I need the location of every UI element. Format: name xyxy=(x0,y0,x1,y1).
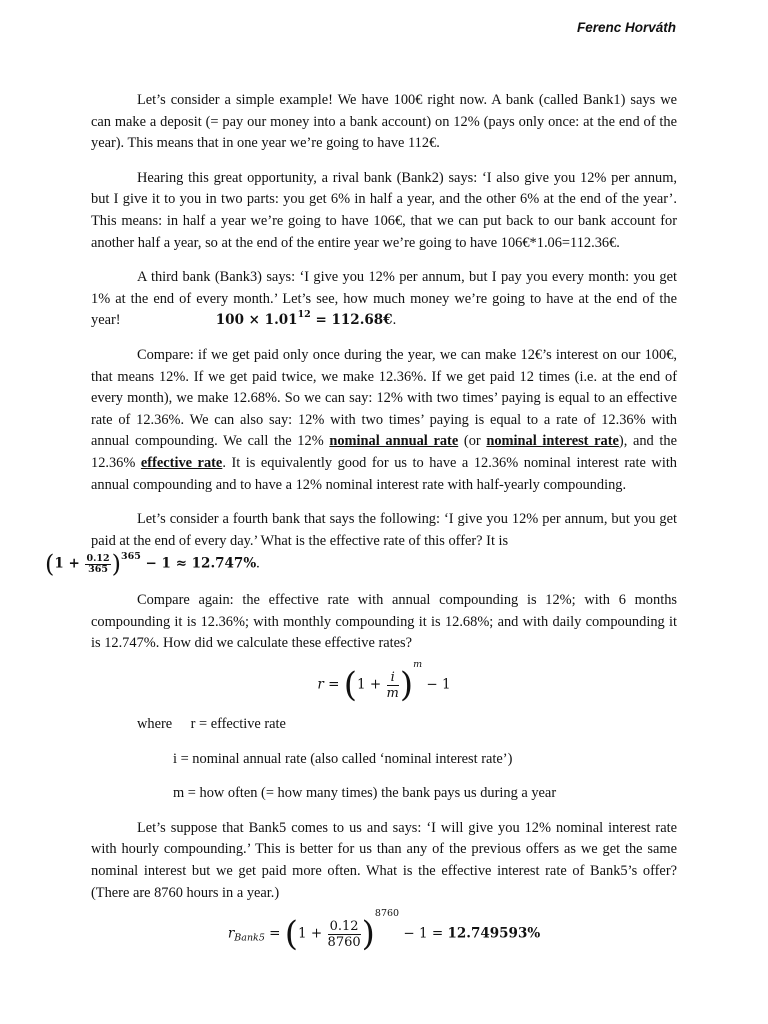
paragraph-bank1: Let’s consider a simple example! We have 100€ right now. A bank (called Bank1) says we can make a deposit (= pay our money into a bank account) on 12% (pays only once: at the end of the year). This means that in one year we’re going to have 112€. xyxy=(91,92,677,152)
definition-r-row xyxy=(91,714,677,736)
formula-bank5-r: r xyxy=(227,925,235,942)
definition-m: m = how often (= how many times) the bank pays us during a year xyxy=(173,785,557,802)
formula-bank3-period: . xyxy=(392,312,397,329)
formula-general-one: 1 + xyxy=(357,676,382,693)
formula-general-close-paren: ) xyxy=(399,665,414,706)
formula-general-numerator: i xyxy=(387,670,399,686)
formula-general-denominator: m xyxy=(386,685,399,701)
paragraph-bank4-text: Let’s consider a fourth bank that says the following: ‘I give you 12% per annum, but you get paid at the end of every day.’ What is the effective rate of this offer? It is xyxy=(91,511,677,549)
formula-bank5-close-paren: ) xyxy=(361,914,375,955)
paragraph-compare-again: Compare again: the effective rate with annual compounding is 12%; with 6 months compounding it is 12.36%; with monthly compounding it is 12.68%; and with daily compounding it is 12.747%. How did we calculate these effective rates? xyxy=(91,592,677,652)
formula-bank5-open-paren: ( xyxy=(284,914,299,955)
formula-bank4 xyxy=(45,550,257,579)
formula-effective-rate xyxy=(91,659,677,706)
author-header: Ferenc Horváth xyxy=(576,20,676,35)
formula-bank5-denominator: 8760 xyxy=(327,934,361,950)
formula-general-open-paren: ( xyxy=(343,665,358,706)
definition-r: r = effective rate xyxy=(190,716,286,733)
definition-i: i = nominal annual rate (also called ‘nominal interest rate’) xyxy=(173,750,513,767)
compare-text-c: ), and the 12.36% xyxy=(91,433,677,471)
paragraph-bank2: Hearing this great opportunity, a rival bank (Bank2) says: ‘I also give you 12% per annum, but I give it to you in two parts: you get 6% in half a year, and the other 6% at the end of the year’. This means: in half a year we’re going to have 106€, that we can put back to our bank account for another half a year, so at the end of the entire year we’re going to have 106€*1.06=112.36€. xyxy=(91,169,677,251)
paragraph-bank4 xyxy=(45,509,677,579)
formula-bank4-close-paren: ) xyxy=(111,550,121,579)
paragraph-bank3-text: A third bank (Bank3) says: ‘I give you 12% per annum, but I pay you every month: you get 1% at the end of every month.’ Let’s see, how much money we’re going to have at the end of the year! xyxy=(91,269,677,329)
formula-bank5-numerator: 0.12 xyxy=(328,919,361,935)
paragraph-compare xyxy=(91,345,677,496)
formula-bank5-subscript: Bank5 xyxy=(234,932,265,944)
formula-bank5-fraction xyxy=(328,919,361,950)
paragraph-bank5: Let’s suppose that Bank5 comes to us and says: ‘I will give you 12% nominal interest rate with hourly compounding.’ This is better for us than any of the previous offers as we get the same nominal interest but we get paid more often. What is the effective interest rate of Bank5’s offer? (There are 8760 hours in a year.) xyxy=(91,819,677,901)
formula-bank4-fraction xyxy=(85,554,110,575)
formula-bank3-exponent: 12 xyxy=(297,309,311,321)
formula-bank5 xyxy=(91,908,677,955)
formula-general-lhs: r = xyxy=(317,676,344,693)
compare-text-a: Compare: if we get paid only once during the year, we can make 12€’s interest on our 100€, that means 12%. If we get paid twice, we make 12.36%. If we get paid 12 times (i.e. at the end of every month), we make 12.68%. So we can say: 12% with two times’ paying is equal to an effective rate of 12.36%. We can also say: 12% with two times’ paying is equal to a rate of 12.36% with annual compounding. We call the 12% xyxy=(91,346,677,450)
formula-bank4-period: . xyxy=(256,555,260,572)
where-label: where xyxy=(137,716,173,733)
formula-bank4-one: 1 + xyxy=(54,555,80,572)
formula-bank4-denominator: 365 xyxy=(88,563,108,575)
formula-bank4-result: − 1 ≈ 12.747% xyxy=(140,555,257,572)
formula-bank5-equals: = xyxy=(264,925,285,942)
formula-bank5-exponent: 8760 xyxy=(374,908,400,920)
formula-bank4-numerator: 0.12 xyxy=(86,552,110,564)
document-body xyxy=(45,90,678,963)
formula-general-rest: − 1 xyxy=(422,676,451,693)
formula-bank5-rest: − 1 = xyxy=(399,925,448,942)
formula-general-exponent: m xyxy=(413,659,423,671)
term-effective-rate: effective rate xyxy=(140,454,223,471)
compare-text-b: (or xyxy=(458,433,487,450)
formula-bank4-open-paren: ( xyxy=(45,550,55,579)
formula-bank3-result: = 112.68€ xyxy=(310,312,393,329)
formula-bank4-exponent: 365 xyxy=(121,551,141,563)
formula-bank3 xyxy=(215,309,393,329)
compare-text-d: . It is equivalently good for us to have a 12.36% nominal interest rate with annual compounding and to have a 12% nominal interest rate with half-yearly compounding. xyxy=(91,454,678,493)
term-nominal-interest-rate: nominal interest rate xyxy=(486,433,619,450)
formula-bank3-base: 100 × 1.01 xyxy=(215,312,298,329)
formula-general-fraction xyxy=(387,670,399,701)
formula-bank5-result: 12.749593% xyxy=(447,925,541,942)
term-nominal-annual-rate: nominal annual rate xyxy=(329,433,459,450)
formula-bank5-one: 1 + xyxy=(298,925,323,942)
paragraph-bank3 xyxy=(91,267,677,332)
